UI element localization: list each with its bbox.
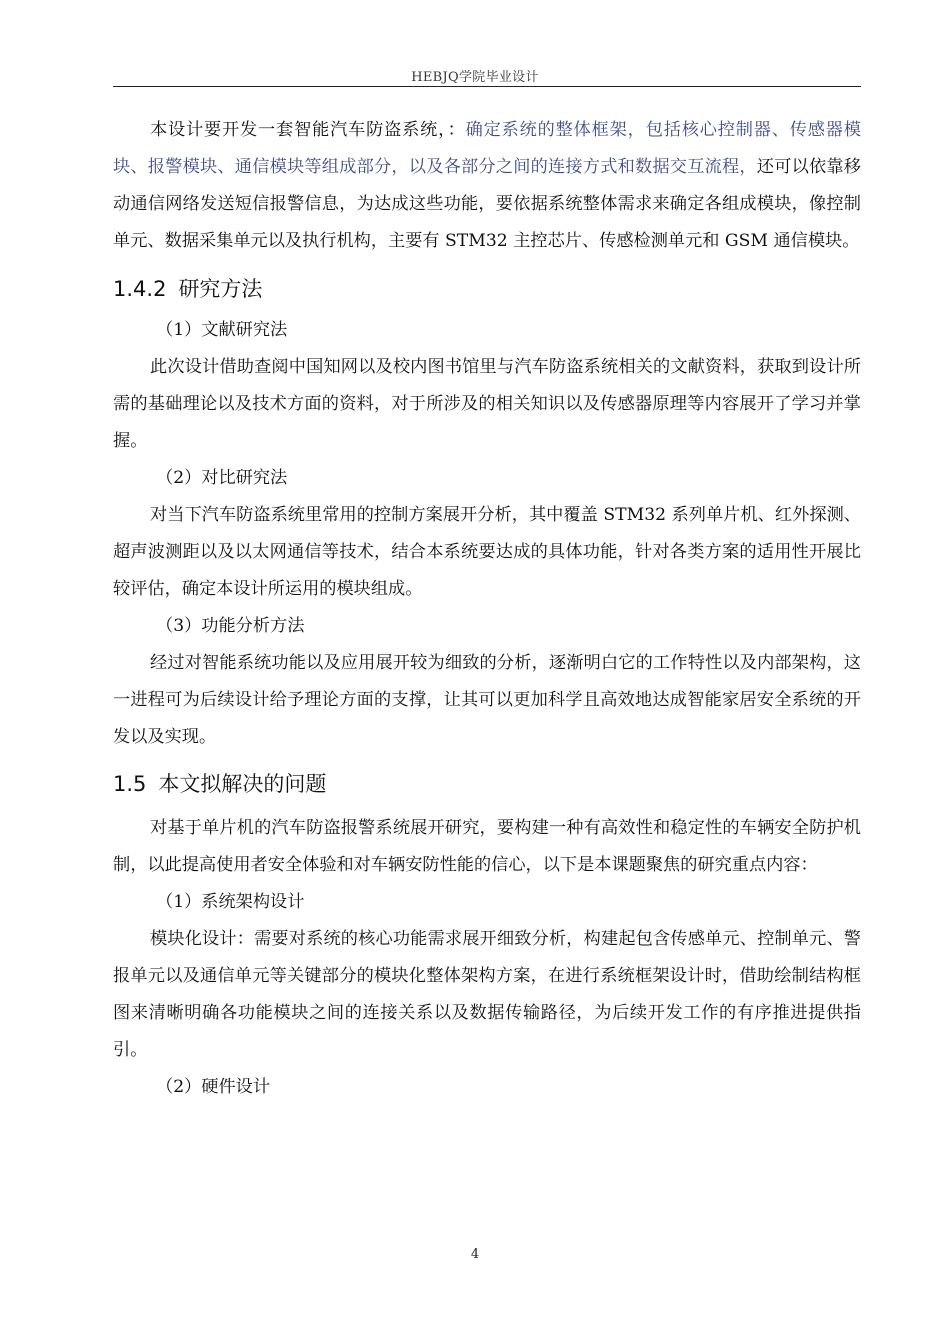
section-title: 本文拟解决的问题 [158,772,327,796]
intro-paragraph [113,112,861,260]
method-label-2: （2）对比研究法 [156,468,288,488]
intro-text-part1: 本设计要开发一套智能汽车防盗系统，： [150,120,466,140]
problem-intro-paragraph: 对基于单片机的汽车防盗报警系统展开研究，要构建一种有高效性和稳定性的车辆安全防护机制，以此提高使用者安全体验和对车辆安防性能的信心，以下是本课题聚焦的研究重点内容： [113,818,861,875]
page-header-title: HEBJQ学院毕业设计 [411,70,539,85]
method-paragraph-2: 对当下汽车防盗系统里常用的控制方案展开分析，其中覆盖 STM32 系列单片机、红外探测、超声波测距以及以太网通信等技术，结合本系统要达成的具体功能，针对各类方案的适用性开展比较评估，确定本设计所运用的模块组成。 [113,505,861,599]
problem-paragraph-1: 模块化设计：需要对系统的核心功能需求展开细致分析，构建起包含传感单元、控制单元、警报单元以及通信单元等关键部分的模块化整体架构方案，在进行系统框架设计时，借助绘制结构框图来清晰明确各功能模块之间的连接关系以及数据传输路径，为后续开发工作的有序推进提供指引。 [113,929,861,1060]
problem-label-1: （1）系统架构设计 [156,892,305,912]
section-number: 1.5 [113,772,147,796]
section-title: 研究方法 [178,277,263,301]
page-number: 4 [470,1247,480,1262]
section-heading-1-4-2 [113,260,861,312]
problem-label-2: （2）硬件设计 [156,1077,271,1097]
intro-text-part3: 还可以依靠移动通信网络发送短信报警信息，为达成这些功能，要依据系统整体需求来确定各组成模块，像控制单元、数据采集单元以及执行机构，主要有 STM32 主控芯片、传感检测单元和 GSM 通信模块。 [113,157,861,251]
section-heading-1-5 [113,756,861,810]
method-paragraph-1: 此次设计借助查阅中国知网以及校内图书馆里与汽车防盗系统相关的文献资料，获取到设计所需的基础理论以及技术方面的资料，对于所涉及的相关知识以及传感器原理等内容展开了学习并掌握。 [113,357,861,451]
method-label-1: （1）文献研究法 [156,320,288,340]
method-paragraph-3: 经过对智能系统功能以及应用展开较为细致的分析，逐渐明白它的工作特性以及内部架构，这一进程可为后续设计给予理论方面的支撑，让其可以更加科学且高效地达成智能家居安全系统的开发以及实现。 [113,653,861,747]
intro-text-highlight: 确定系统的整体框架，包括核心控制器、传感器模块、报警模块、通信模块等组成部分，以及各部分之间的连接方式和数据交互流程， [113,120,861,177]
method-label-3: （3）功能分析方法 [156,616,305,636]
header-rule [113,86,861,87]
page-body [113,112,861,1106]
section-number: 1.4.2 [113,277,167,301]
